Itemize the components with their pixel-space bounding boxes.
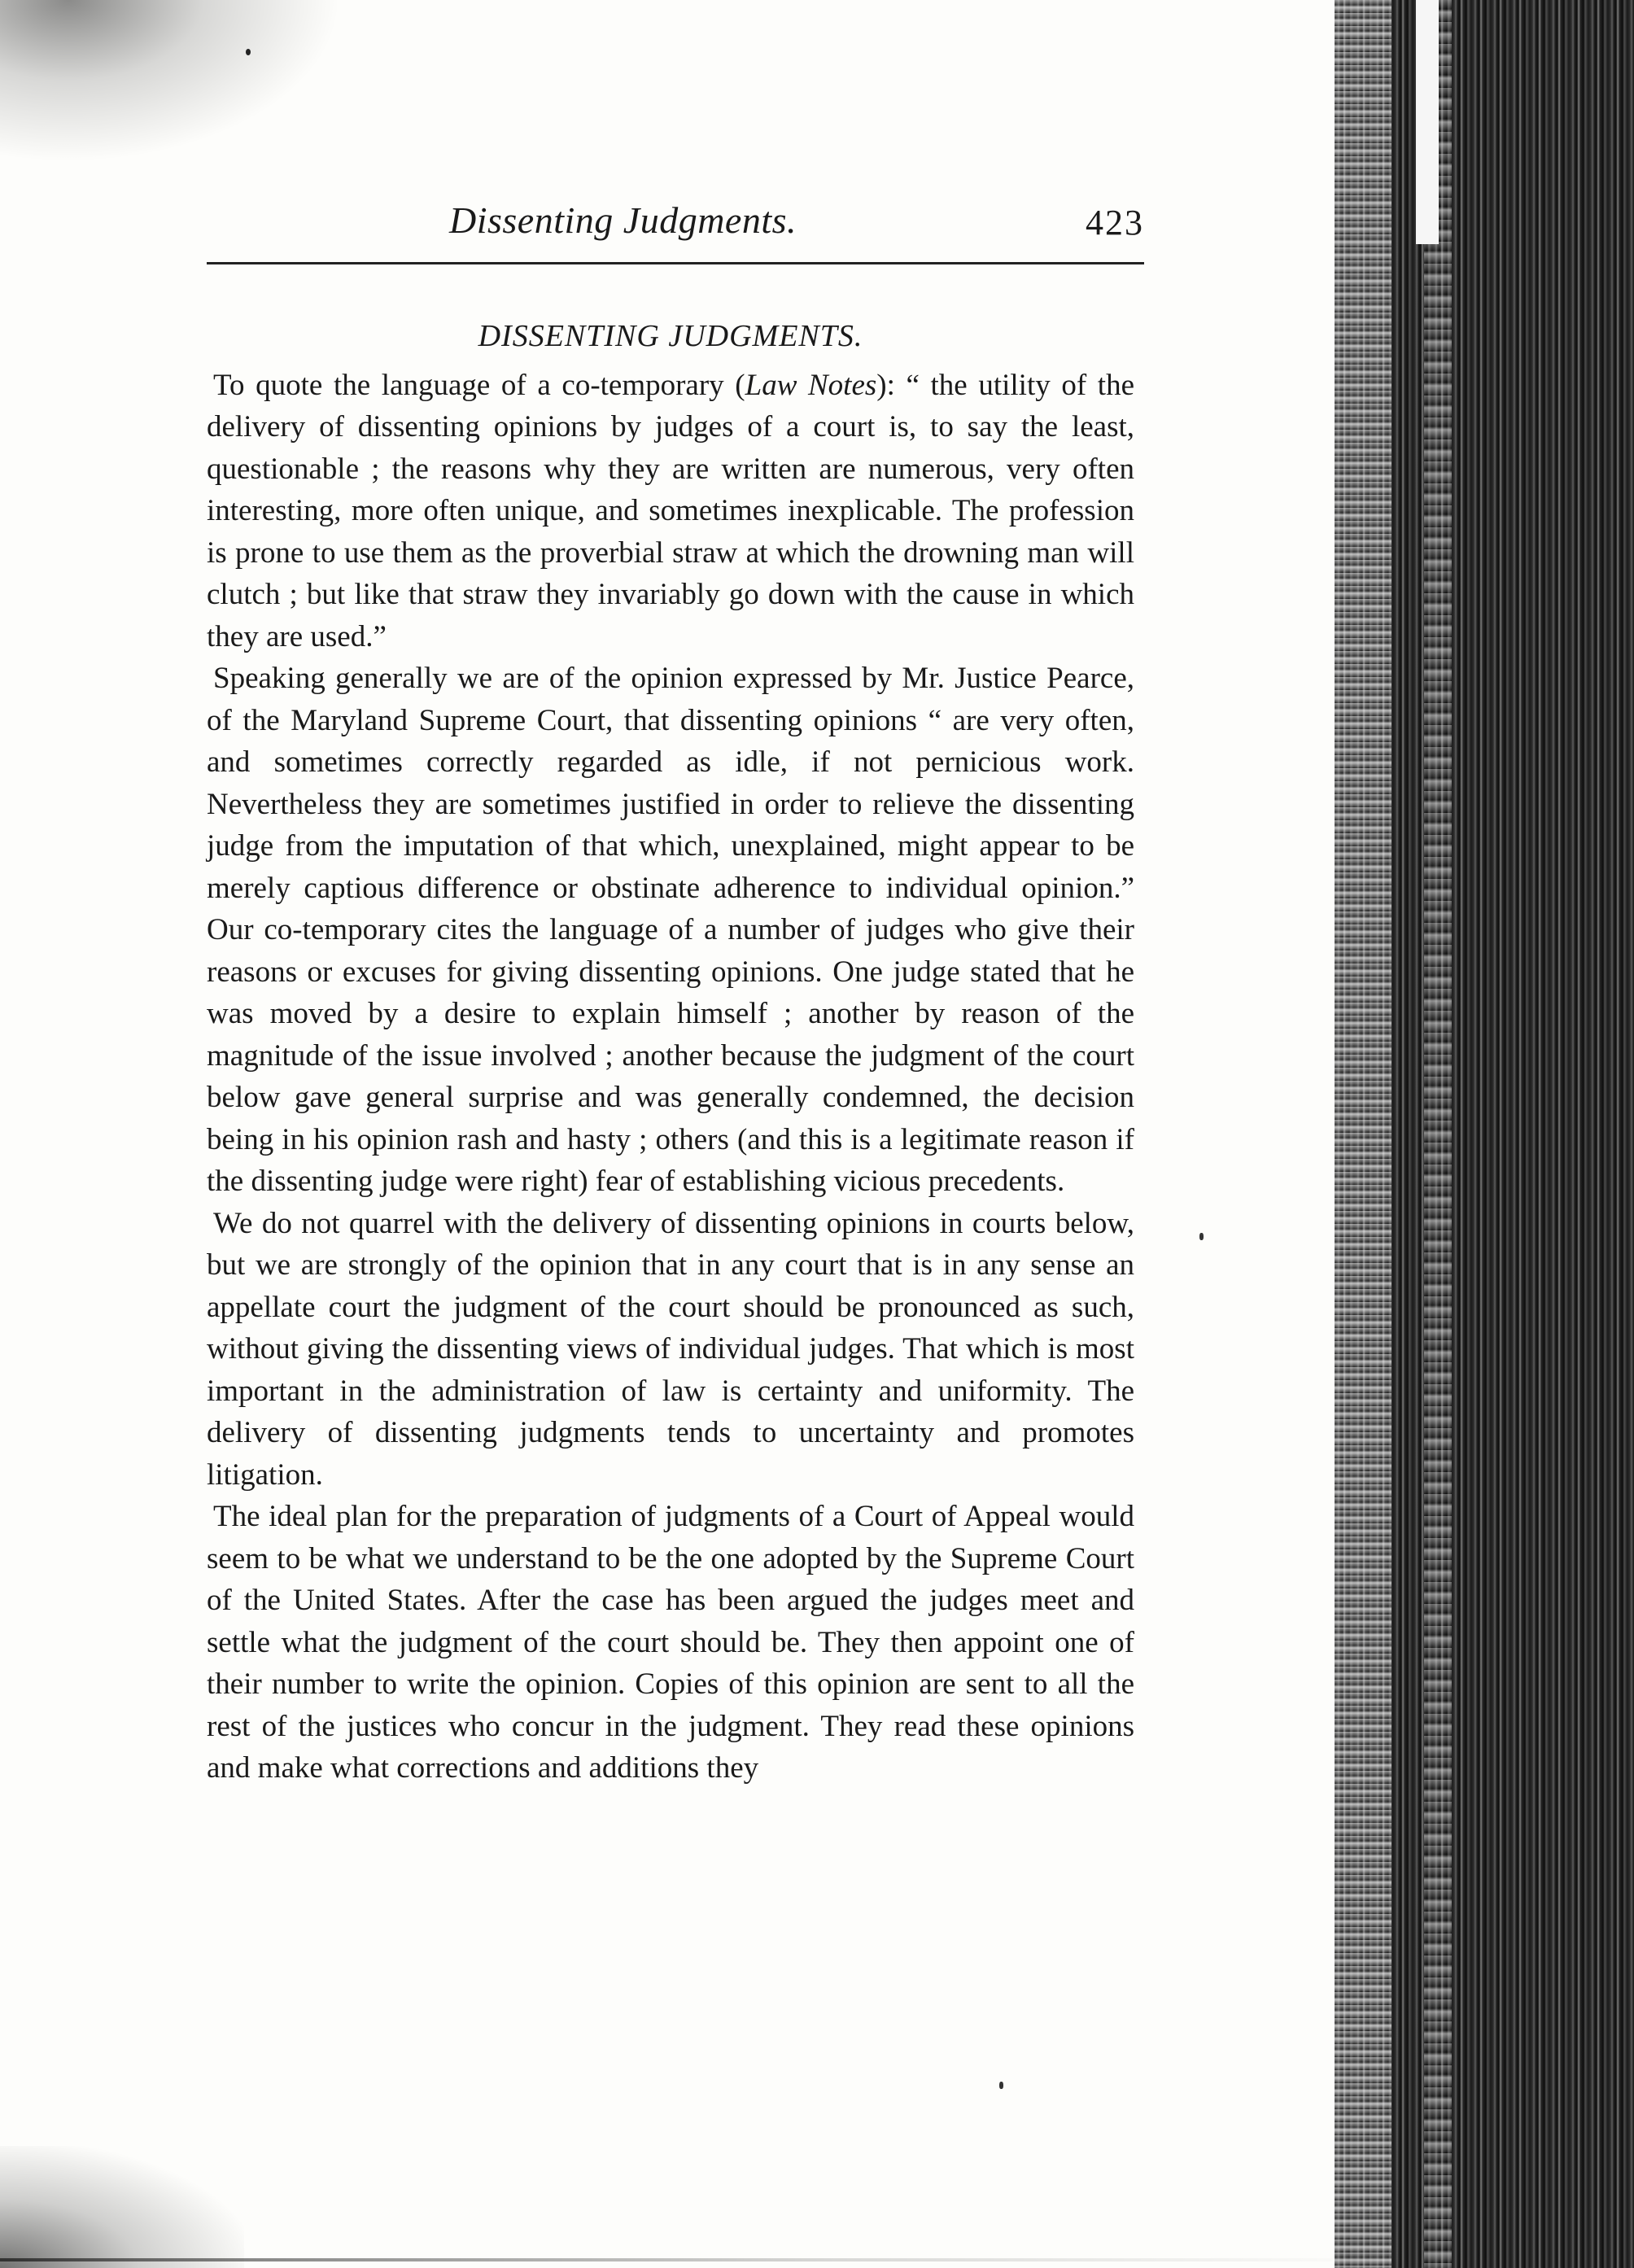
- scanner-edge-strip: [1335, 0, 1634, 2268]
- running-head-title: Dissenting Judgments.: [449, 199, 797, 241]
- scan-bottom-shadow: [0, 2258, 1383, 2261]
- paragraph-3: We do not quarrel with the delivery of dissenting opinions in courts below, but we are strongly of the opinion that in any court that is in any sense an appellate court the judgment of the court should be pronounced as such, without giving the dissenting views of individual judges. That which is most important in the administration of law is certainty and uniformity. The delivery of dissenting judgments tends to uncertainty and promotes litigation.: [207, 1206, 1134, 1492]
- scanner-edge-highlight: [1416, 0, 1439, 244]
- ink-dot: [1199, 1233, 1204, 1240]
- page-number: 423: [1086, 203, 1144, 243]
- scan-smudge-top: [0, 0, 342, 163]
- article: [207, 316, 1134, 1789]
- article-title: DISSENTING JUDGMENTS.: [478, 319, 863, 353]
- ink-dot: [999, 2082, 1003, 2089]
- header-rule: [207, 262, 1144, 264]
- paragraph-1: [207, 365, 1134, 658]
- paragraph-1-lead: To quote the language of a co-temporary (: [213, 368, 745, 402]
- paragraph-1-quote: ): “ the utility of the delivery of dissenting opinions by judges of a court is, to say the least, questionable ; the reasons why they are written are numerous, very often interesting, more often unique, and sometimes inexplicable. The profession is prone to use them as the proverbial straw at which the drowning man will clutch ; but like that straw they invariably go down with the cause in which they are used.”: [207, 368, 1134, 653]
- paragraph-2: Speaking generally we are of the opinion expressed by Mr. Justice Pearce, of the Maryland Supreme Court, that dissenting opinions “ are very often, and sometimes correctly regarded as idle, if not pernicious work. Nevertheless they are sometimes justified in order to relieve the dissenting judge from the imputation of that which, unexplained, might appear to be merely captious difference or obstinate adherence to individual opinion.” Our co-temporary cites the language of a number of judges who give their reasons or excuses for giving dissenting opinions. One judge stated that he was moved by a desire to explain himself ; another by reason of the magnitude of the issue involved ; another because the judgment of the court below gave general surprise and was generally condemned, the decision being in his opinion rash and hasty ; others (and this is a legitimate reason if the dissenting judge were right) fear of establishing vicious precedents.: [207, 662, 1134, 1198]
- scan-smudge-bottom: [0, 2146, 244, 2268]
- running-head: [207, 194, 1144, 264]
- paragraph-4: The ideal plan for the preparation of judgments of a Court of Appeal would seem to be what we understand to be the one adopted by the Supreme Court of the United States. After the case has been argued the judges meet and settle what the judgment of the court should be. They then appoint one of their number to write the opinion. Copies of this opinion are sent to all the rest of the justices who concur in the judgment. They read these opinions and make what corrections and additions they: [207, 1500, 1134, 1785]
- source-citation: Law Notes: [745, 368, 877, 402]
- scan-speck: [246, 49, 251, 55]
